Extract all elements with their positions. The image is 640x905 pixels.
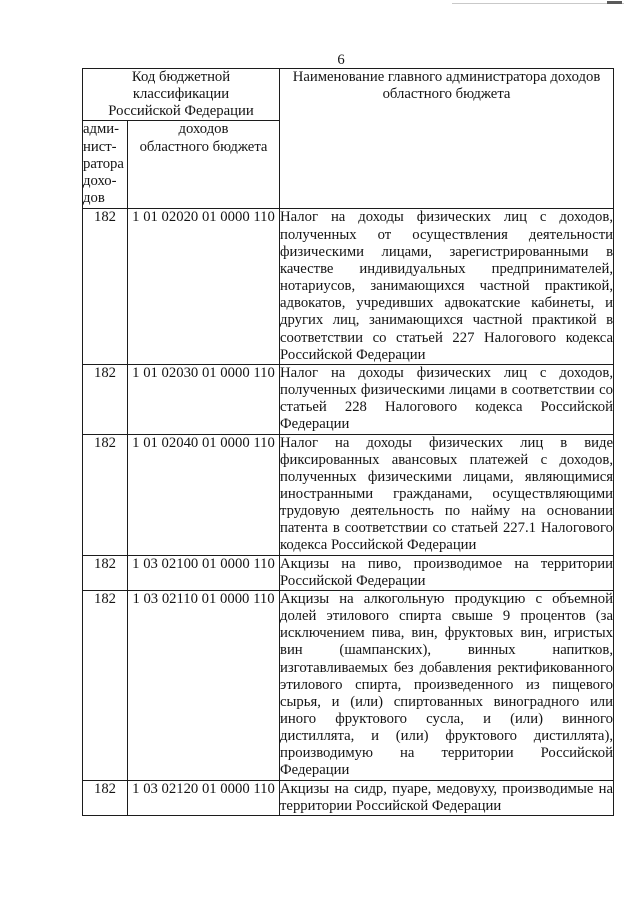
income-code-cell: 1 01 02020 01 0000 110 <box>128 209 280 364</box>
table-row <box>83 590 614 780</box>
income-code-cell: 1 03 02100 01 0000 110 <box>128 555 280 590</box>
table-row <box>83 209 614 364</box>
header-line: дов <box>83 190 105 207</box>
budget-classification-header <box>83 69 280 121</box>
scan-edge-line <box>452 3 624 4</box>
income-code-cell: 1 03 02110 01 0000 110 <box>128 590 280 780</box>
income-code-header <box>128 121 280 209</box>
budget-classification-table <box>82 68 614 816</box>
income-code-cell: 1 01 02030 01 0000 110 <box>128 364 280 434</box>
admin-code-cell: 182 <box>83 434 128 555</box>
page-number: 6 <box>337 52 345 68</box>
income-name-cell: Налог на доходы физических лиц с доходов, полученных физическими лицами в соответствии со статьей 228 Налогового кодекса Российской Федерации <box>280 364 614 433</box>
header-line: нист- <box>83 138 117 155</box>
admin-code-cell: 182 <box>83 590 128 780</box>
header-line: классификации <box>132 86 230 103</box>
income-code-cell: 1 01 02040 01 0000 110 <box>128 434 280 555</box>
header-line: Код бюджетной <box>131 69 231 85</box>
income-name-cell: Налог на доходы физических лиц с доходов, полученных от осуществления деятельности физическими лицами, зарегистрированными в качестве индивидуальных предпринимателей, нотариусов, занимающихся частной практикой, адвокатов, учредивших адвокатские кабинеты, и других лиц, занимающихся частной практикой в соответствии со статьей 227 Налогового кодекса Российской Федерации <box>280 209 614 363</box>
scan-edge-mark <box>607 1 622 4</box>
admin-code-cell: 182 <box>83 209 128 364</box>
administrator-code-header <box>83 121 128 209</box>
header-line: областного бюджета <box>139 138 268 155</box>
admin-code-cell: 182 <box>83 364 128 434</box>
header-line: ратора <box>83 155 124 172</box>
table-row <box>83 555 614 590</box>
income-name-cell: Акцизы на сидр, пуаре, медовуху, производимые на территории Российской Федерации <box>280 780 614 814</box>
header-line: доходов <box>178 121 229 138</box>
table-row <box>83 780 614 815</box>
header-line: дохо- <box>83 172 117 189</box>
table-header-row <box>83 69 614 121</box>
header-line: адми- <box>83 121 120 138</box>
income-name-cell: Налог на доходы физических лиц в виде фиксированных авансовых платежей с доходов, полученных физическими лицами, являющимися иностранными гражданами, осуществляющими трудовую деятельность по найму на основании патента в соответствии со статьей 227.1 Налогового кодекса Российской Федерации <box>280 434 614 554</box>
income-name-cell: Акцизы на алкогольную продукцию с объемной долей этилового спирта свыше 9 процентов (за исключением пива, вин, фруктовых вин, игристых вин (шампанских), винных напитков, изготавливаемых без добавления ректификованного этилового спирта, произведенного из пищевого сырья, и (или) спиртованных виноградного или иного фруктового сусла, и (или) винного дистиллята, и (или) фруктового дистиллята), производимую на территории Российской Федерации <box>280 590 614 779</box>
header-line: Российской Федерации <box>108 103 254 120</box>
admin-code-cell: 182 <box>83 555 128 590</box>
administrator-name-header: Наименование главного администратора доходов областного бюджета <box>280 69 614 209</box>
income-code-cell: 1 03 02120 01 0000 110 <box>128 780 280 815</box>
admin-code-cell: 182 <box>83 780 128 815</box>
table-row <box>83 364 614 434</box>
table-row <box>83 434 614 555</box>
income-name-cell: Акцизы на пиво, производимое на территории Российской Федерации <box>280 555 614 589</box>
